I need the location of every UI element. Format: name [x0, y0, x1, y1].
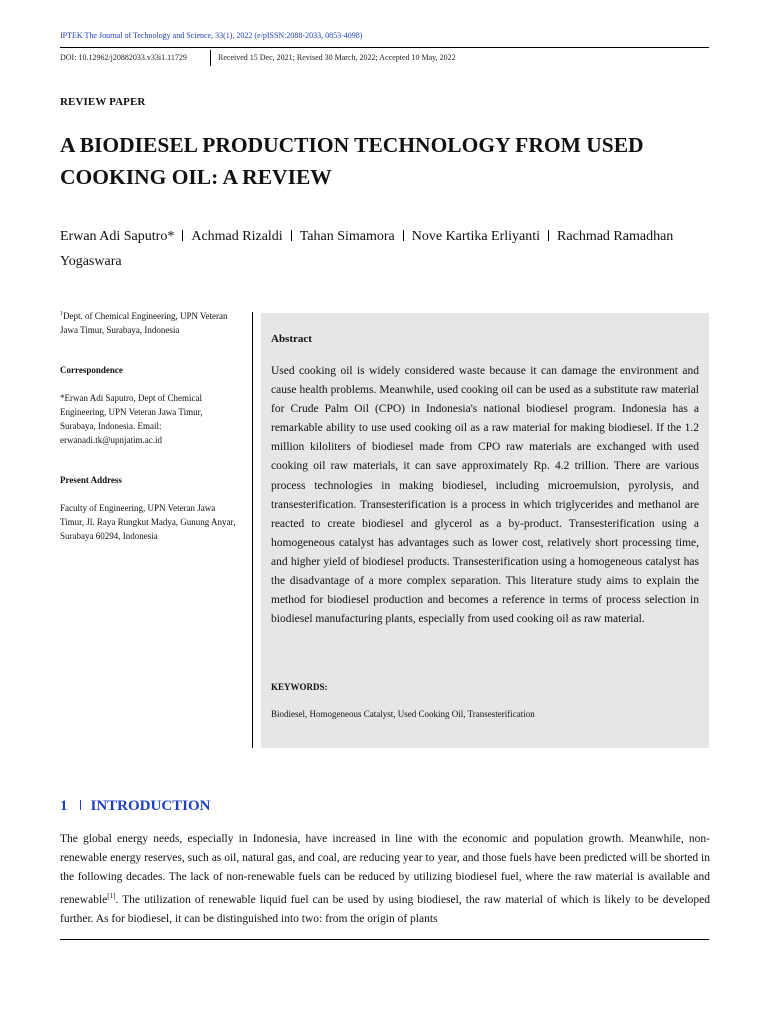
author-info-sidebar — [60, 307, 240, 569]
section-title: INTRODUCTION — [90, 798, 211, 814]
author-separator — [548, 230, 549, 241]
introduction-paragraph — [60, 830, 710, 929]
present-address-text: Faculty of Engineering, UPN Veteran Jawa Timur, Jl. Raya Rungkut Madya, Gunung Anyar, Surabaya 60294, Indonesia — [60, 503, 236, 541]
section-heading-introduction — [60, 798, 211, 815]
author-name: Tahan Simamora — [299, 229, 395, 244]
author-separator — [403, 230, 404, 241]
correspondence-text: *Erwan Adi Saputro, Dept of Chemical Engineering, UPN Veteran Jawa Timur, Surabaya, Indonesia. Email: erwanadi.tk@upnjatim.ac.id — [60, 393, 203, 445]
abstract-heading: Abstract — [271, 333, 312, 345]
affiliation-mark: 1 — [60, 311, 63, 317]
footer-rule — [60, 939, 709, 940]
author-separator — [291, 230, 292, 241]
paper-type-label: REVIEW PAPER — [60, 96, 146, 108]
correspondence-heading: Correspondence — [60, 365, 123, 375]
affiliation — [60, 307, 240, 337]
abstract-box — [261, 313, 709, 748]
citation-link[interactable]: [1] — [107, 892, 116, 900]
author-name: Achmad Rizaldi — [191, 229, 283, 244]
column-divider — [252, 312, 253, 748]
author-name: Erwan Adi Saputro* — [60, 229, 175, 244]
author-list — [60, 224, 710, 274]
header-rule — [60, 47, 709, 48]
intro-text-part-1: The global energy needs, especially in Indonesia, have increased in line with the economic and population growth. Meanwhile, non-renewable energy reserves, such as oil, natural gas, and coal, are reducing year to year, and those fuels have been predicted will be shorted in the following decades. The lack of non-renewable fuels can be reduced by utilizing biodiesel fuel, where the raw material is available and renewable — [60, 833, 710, 906]
keywords-text: Biodiesel, Homogeneous Catalyst, Used Cooking Oil, Transesterification — [271, 709, 535, 719]
submission-dates: Received 15 Dec, 2021; Revised 30 March, 2022; Accepted 10 May, 2022 — [218, 53, 456, 62]
abstract-text: Used cooking oil is widely considered waste because it can damage the environment and cause health problems. Meanwhile, used cooking oil can be used as a substitute raw material for Crude Palm Oil (CPO) in Indonesia's national biodiesel program. Indonesia has a remarkable ability to use used cooking oil as a raw material for making biodiesel. If the 1.2 million kiloliters of biodiesel made from CPO raw materials are exchanged with used cooking oil raw materials, it can save approximately Rp. 4.2 trillion. There are various process technologies in making biodiesel, including microemulsion, pyrolysis, and transesterification. Transesterification is a process in which triglycerides and methanol are reacted to create biodiesel and glycerol as a by-product. Transesterification using a homogeneous catalyst has advantages such as lower cost, relatively short processing time, and higher yield of biodiesel products. Transesterification using a homogeneous catalyst has the disadvantage of a more complex separation. This literature study aims to explain the method for biodiesel production and becomes a reference in terms of process selection in biodiesel manufacturing plants, especially from used cooking oil as raw material. — [271, 365, 699, 626]
author-name: Rachmad Ramadhan Yogaswara — [60, 229, 674, 269]
affiliation-text: Dept. of Chemical Engineering, UPN Veteran Jawa Timur, Surabaya, Indonesia — [60, 311, 228, 335]
paper-title: A BIODIESEL PRODUCTION TECHNOLOGY FROM USED COOKING OIL: A REVIEW — [60, 133, 644, 189]
journal-citation: IPTEK The Journal of Technology and Science, 33(1), 2022 (e/pISSN:2088-2033, 0853-4098) — [60, 31, 363, 40]
section-number: 1 — [60, 798, 68, 814]
doi: DOI: 10.12962/j20882033.v33i1.11729 — [60, 53, 187, 62]
present-address-heading: Present Address — [60, 475, 122, 485]
intro-text-part-2: . The utilization of renewable liquid fuel can be used by using biodiesel, the raw material of which is likely to be developed further. As for biodiesel, it can be distinguished into two: from the origin of plants — [60, 893, 710, 925]
header-separator — [210, 50, 211, 66]
section-separator — [80, 800, 81, 810]
keywords-heading: KEYWORDS: — [271, 682, 328, 692]
author-name: Nove Kartika Erliyanti — [411, 229, 541, 244]
author-separator — [182, 230, 183, 241]
